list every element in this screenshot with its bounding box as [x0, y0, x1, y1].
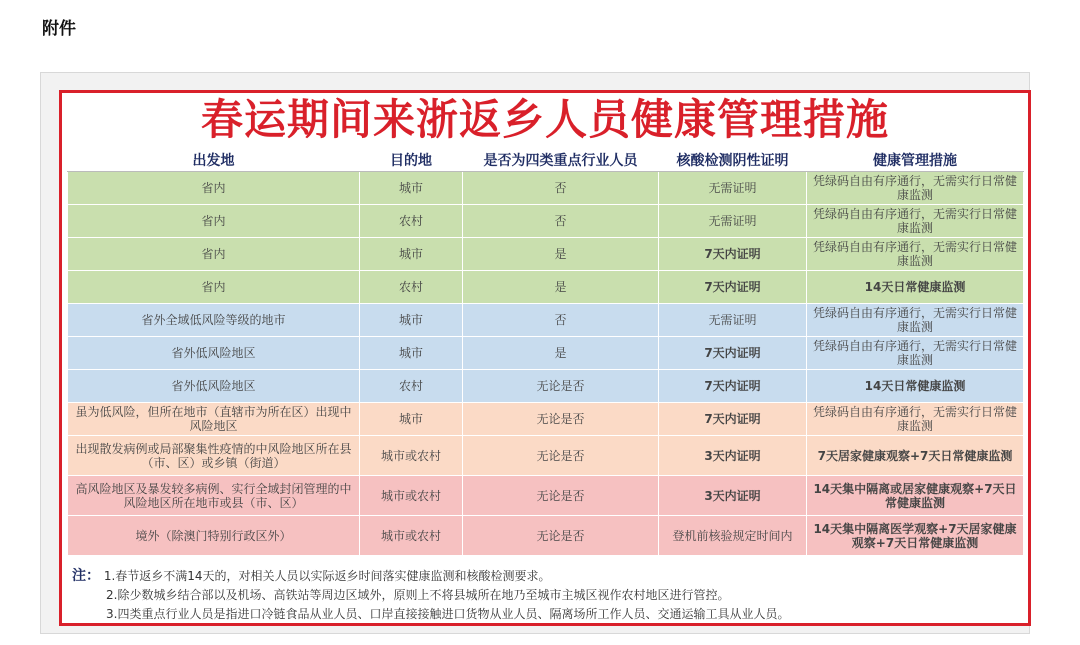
cell-test-proof: 无需证明: [659, 205, 807, 238]
note-text: 1.春节返乡不满14天的，对相关人员以实际返乡时间落实健康监测和核酸检测要求。: [103, 569, 551, 583]
cell-measures: 凭绿码自由有序通行，无需实行日常健康监测: [807, 238, 1024, 271]
cell-destination: 城市: [360, 304, 463, 337]
cell-test-proof: 3天内证明: [659, 476, 807, 516]
cell-origin: 境外（除澳门特别行政区外）: [68, 516, 360, 556]
cell-key-industry: 是: [463, 271, 659, 304]
header-test-proof: 核酸检测阴性证明: [659, 149, 807, 172]
table-row: [68, 476, 1024, 516]
cell-destination: 城市: [360, 403, 463, 436]
cell-key-industry: 是: [463, 337, 659, 370]
table-row: [68, 271, 1024, 304]
cell-destination: 农村: [360, 205, 463, 238]
cell-test-proof: 登机前核验规定时间内: [659, 516, 807, 556]
measures-table: [67, 149, 1024, 556]
table-row: [68, 403, 1024, 436]
cell-measures: 凭绿码自由有序通行，无需实行日常健康监测: [807, 403, 1024, 436]
cell-destination: 城市或农村: [360, 436, 463, 476]
table-header-row: [68, 149, 1024, 172]
cell-test-proof: 7天内证明: [659, 403, 807, 436]
cell-key-industry: 否: [463, 304, 659, 337]
cell-destination: 城市: [360, 172, 463, 205]
cell-key-industry: 是: [463, 238, 659, 271]
table-row: [68, 436, 1024, 476]
cell-origin: 省内: [68, 172, 360, 205]
table-row: [68, 370, 1024, 403]
cell-measures: 凭绿码自由有序通行，无需实行日常健康监测: [807, 337, 1024, 370]
cell-destination: 城市: [360, 238, 463, 271]
table-row: [68, 205, 1024, 238]
cell-measures: 凭绿码自由有序通行，无需实行日常健康监测: [807, 304, 1024, 337]
cell-key-industry: 无论是否: [463, 476, 659, 516]
cell-key-industry: 无论是否: [463, 370, 659, 403]
header-key-industry: 是否为四类重点行业人员: [463, 149, 659, 172]
cell-measures: 14天日常健康监测: [807, 271, 1024, 304]
header-destination: 目的地: [360, 149, 463, 172]
cell-origin: 省内: [68, 238, 360, 271]
cell-origin: 省外全域低风险等级的地市: [68, 304, 360, 337]
attachment-label: 附件: [42, 19, 76, 39]
cell-key-industry: 否: [463, 205, 659, 238]
cell-key-industry: 无论是否: [463, 403, 659, 436]
note-item: 2.除少数城乡结合部以及机场、高铁站等周边区域外，原则上不将县城所在地乃至城市主城区视作农村地区进行管控。: [106, 588, 730, 602]
cell-measures: 凭绿码自由有序通行，无需实行日常健康监测: [807, 205, 1024, 238]
cell-origin: 省内: [68, 205, 360, 238]
cell-key-industry: 无论是否: [463, 516, 659, 556]
cell-test-proof: 7天内证明: [659, 370, 807, 403]
cell-origin: 高风险地区及暴发较多病例、实行全域封闭管理的中风险地区所在地市或县（市、区）: [68, 476, 360, 516]
note-item: [72, 567, 1022, 586]
cell-key-industry: 无论是否: [463, 436, 659, 476]
header-measures: 健康管理措施: [807, 149, 1024, 172]
measures-panel: [59, 90, 1031, 626]
cell-test-proof: 无需证明: [659, 304, 807, 337]
cell-destination: 农村: [360, 271, 463, 304]
cell-origin: 省外低风险地区: [68, 370, 360, 403]
cell-key-industry: 否: [463, 172, 659, 205]
cell-origin: 省外低风险地区: [68, 337, 360, 370]
table-row: [68, 304, 1024, 337]
cell-measures: 14天集中隔离医学观察+7天居家健康观察+7天日常健康监测: [807, 516, 1024, 556]
cell-test-proof: 7天内证明: [659, 271, 807, 304]
table-row: [68, 337, 1024, 370]
cell-origin: 虽为低风险，但所在地市（直辖市为所在区）出现中风险地区: [68, 403, 360, 436]
notes-section: [72, 567, 1022, 624]
cell-test-proof: 无需证明: [659, 172, 807, 205]
panel-title: 春运期间来浙返乡人员健康管理措施: [200, 95, 889, 144]
cell-measures: 14天集中隔离或居家健康观察+7天日常健康监测: [807, 476, 1024, 516]
notes-label: 注：: [72, 568, 100, 584]
table-row: [68, 238, 1024, 271]
cell-destination: 城市或农村: [360, 516, 463, 556]
cell-test-proof: 3天内证明: [659, 436, 807, 476]
header-origin: 出发地: [68, 149, 360, 172]
cell-origin: 省内: [68, 271, 360, 304]
cell-destination: 农村: [360, 370, 463, 403]
cell-measures: 7天居家健康观察+7天日常健康监测: [807, 436, 1024, 476]
cell-destination: 城市或农村: [360, 476, 463, 516]
table-row: [68, 516, 1024, 556]
cell-measures: 14天日常健康监测: [807, 370, 1024, 403]
cell-destination: 城市: [360, 337, 463, 370]
note-item: 3.四类重点行业人员是指进口冷链食品从业人员、口岸直接接触进口货物从业人员、隔离场所工作人员、交通运输工具从业人员。: [106, 607, 790, 621]
cell-test-proof: 7天内证明: [659, 238, 807, 271]
cell-measures: 凭绿码自由有序通行，无需实行日常健康监测: [807, 172, 1024, 205]
cell-test-proof: 7天内证明: [659, 337, 807, 370]
cell-origin: 出现散发病例或局部聚集性疫情的中风险地区所在县（市、区）或乡镇（街道）: [68, 436, 360, 476]
table-row: [68, 172, 1024, 205]
